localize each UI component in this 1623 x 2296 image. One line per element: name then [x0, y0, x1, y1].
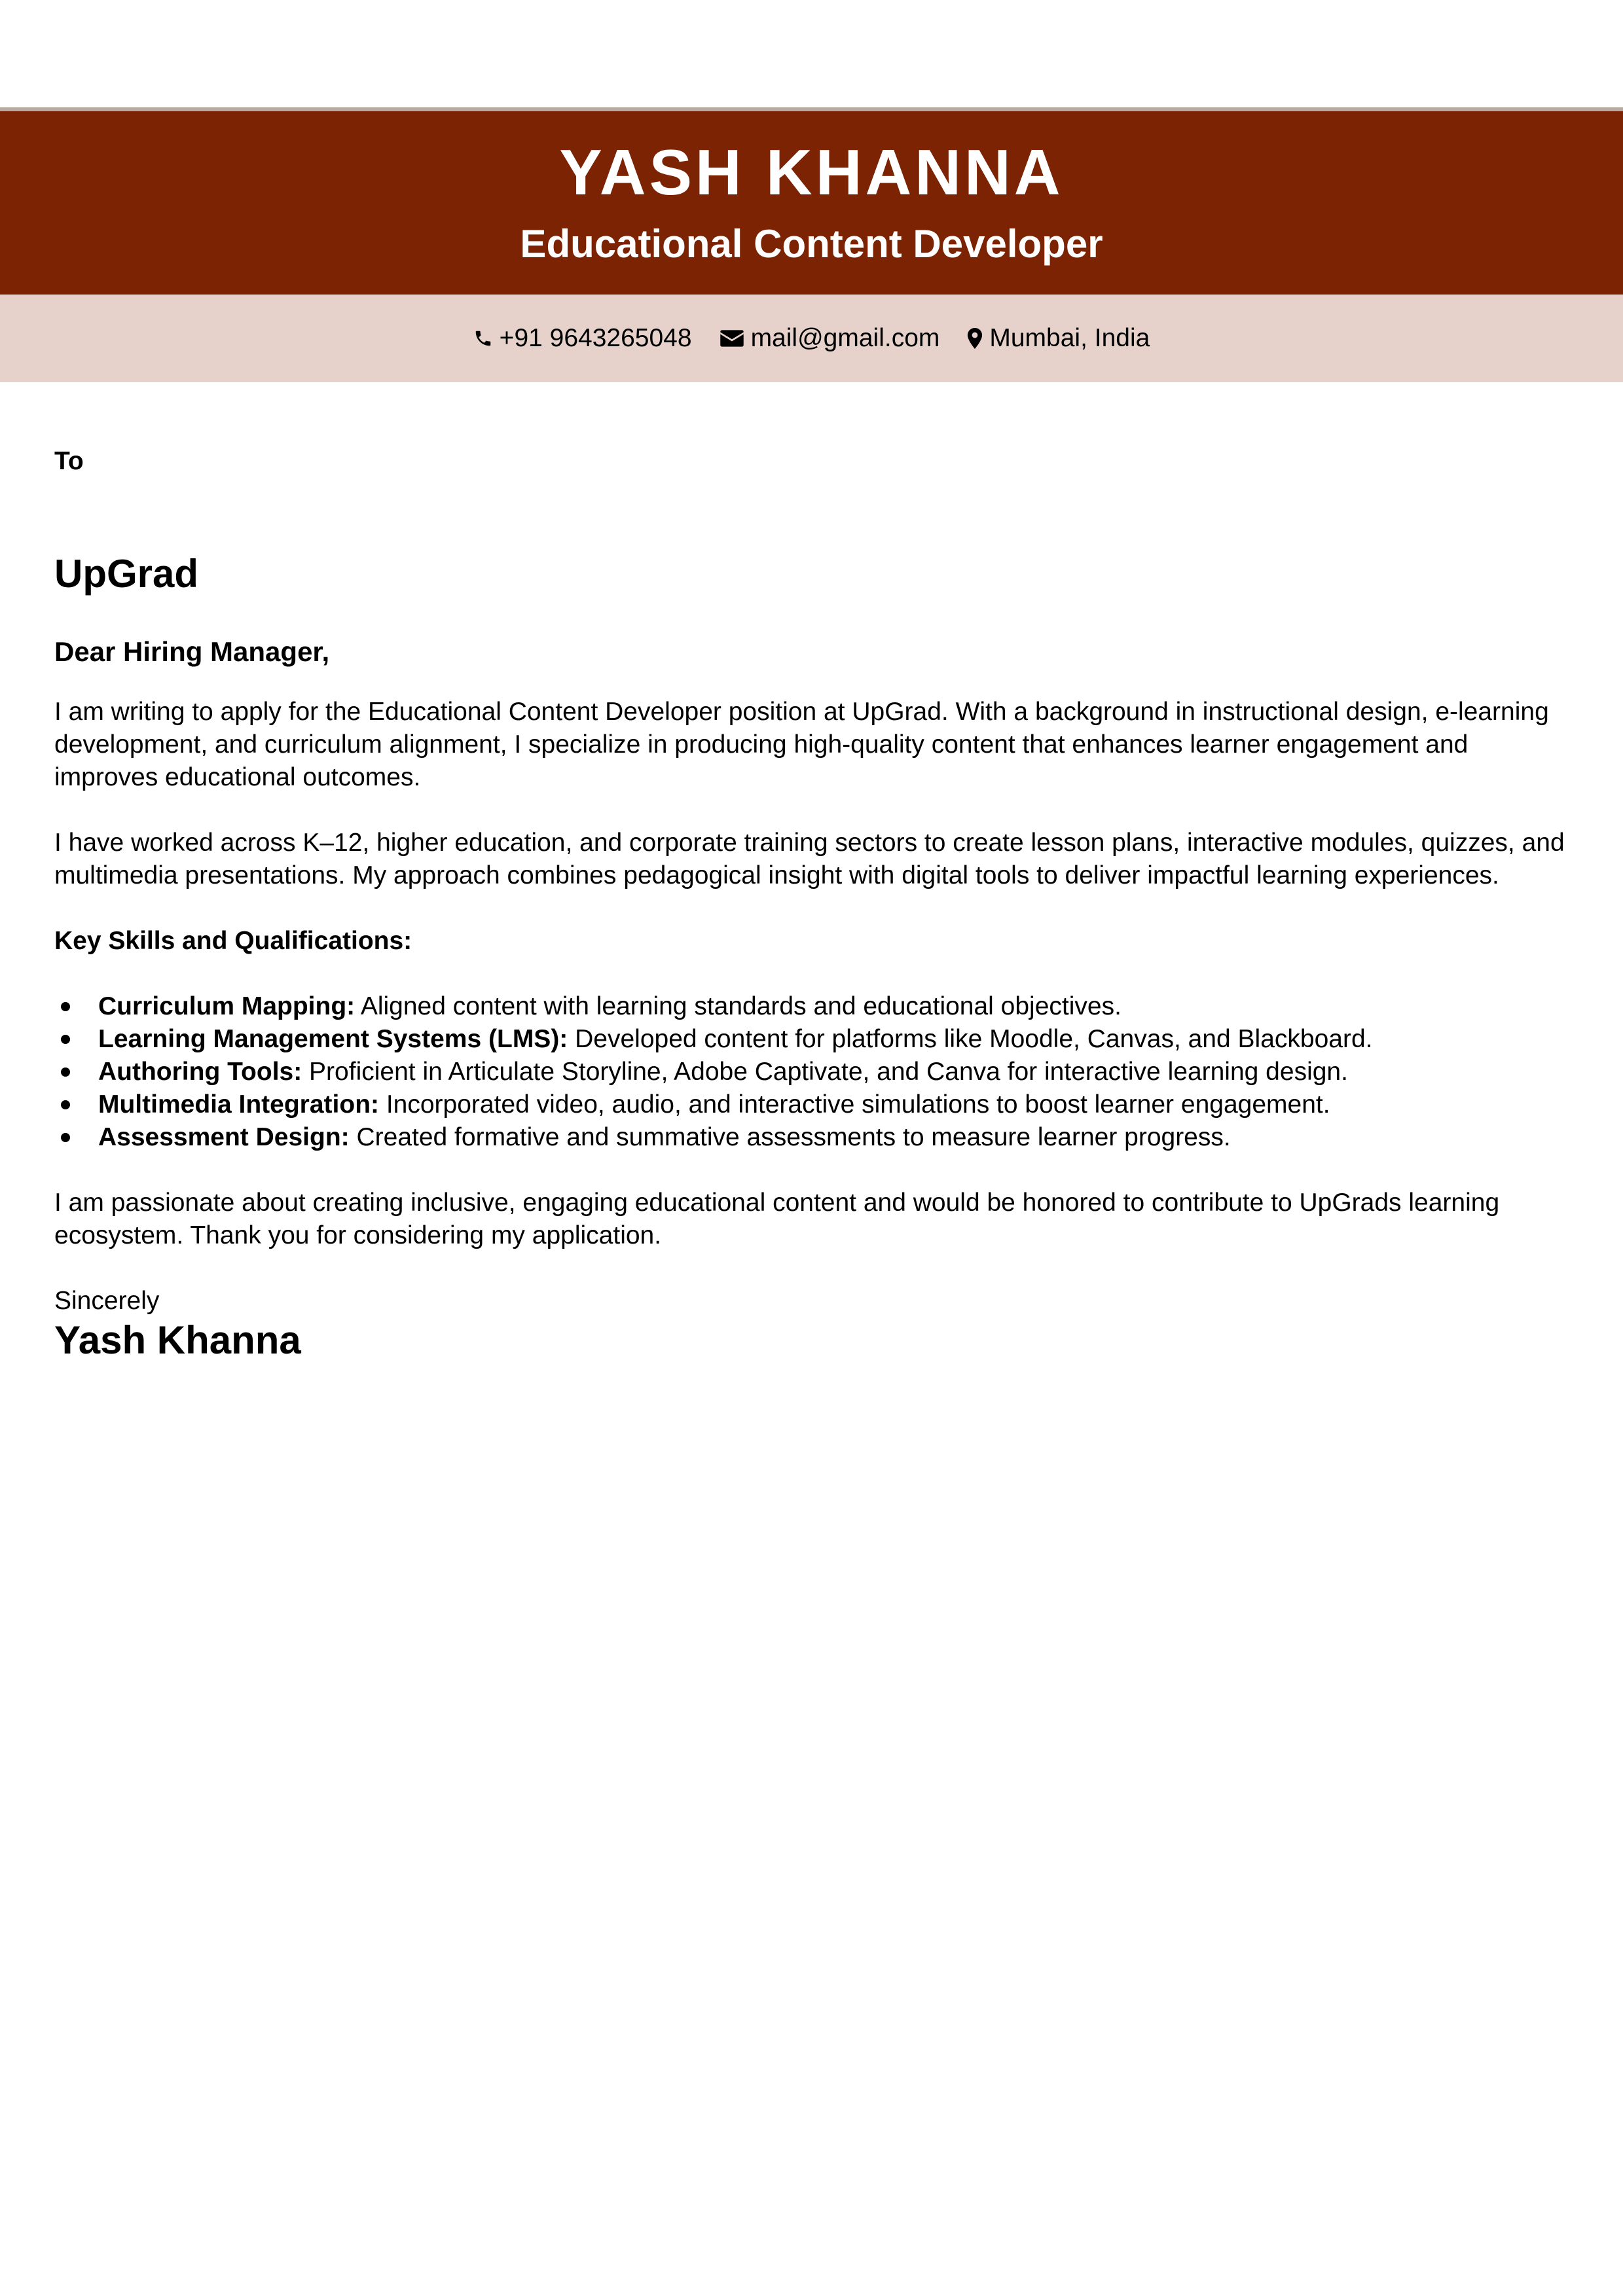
- intro-paragraph: I am writing to apply for the Educational Content Developer position at UpGrad. With a background in instructional design, e-learning development, and curriculum alignment, I specialize in producing high-quality content that enhances learner engagement and improves educational outcomes.: [54, 698, 1549, 791]
- signoff: Sincerely: [54, 1287, 160, 1315]
- list-item: [54, 1023, 1573, 1056]
- bullet-icon: [61, 1035, 70, 1044]
- bullet-icon: [61, 1002, 70, 1011]
- recipient-company: UpGrad: [54, 552, 199, 596]
- phone-icon: [473, 329, 493, 348]
- envelope-icon: [720, 329, 744, 348]
- phone-number: +91 9643265048: [499, 324, 692, 352]
- salutation: Dear Hiring Manager,: [54, 636, 330, 667]
- contact-email: [720, 324, 940, 353]
- bullet-icon: [61, 1100, 70, 1109]
- skill-title: Multimedia Integration:: [98, 1090, 379, 1119]
- signature-name: Yash Khanna: [54, 1318, 301, 1362]
- skill-title: Curriculum Mapping:: [98, 992, 356, 1020]
- list-item: [54, 1121, 1573, 1154]
- skill-text: Created formative and summative assessments to measure learner progress.: [349, 1123, 1231, 1151]
- contact-location: [967, 324, 1150, 353]
- skill-text: Proficient in Articulate Storyline, Adobe Captivate, and Canva for interactive learning design.: [302, 1058, 1348, 1086]
- list-item: [54, 1056, 1573, 1088]
- location-text: Mumbai, India: [989, 324, 1150, 352]
- applicant-name: YASH KHANNA: [559, 136, 1064, 208]
- to-label: To: [54, 447, 84, 475]
- map-pin-icon: [967, 328, 983, 349]
- experience-paragraph: I have worked across K–12, higher education, and corporate training sectors to create lesson plans, interactive modules, quizzes, and multimedia presentations. My approach combines pedagogical insight with digital tools to deliver impactful learning experiences.: [54, 829, 1565, 889]
- email-address: mail@gmail.com: [750, 324, 940, 352]
- letter-body: [54, 445, 1573, 1363]
- skills-list: [54, 990, 1573, 1154]
- contact-phone: [473, 324, 692, 353]
- job-title: Educational Content Developer: [520, 222, 1103, 266]
- closing-paragraph: I am passionate about creating inclusive, engaging educational content and would be honored to contribute to UpGrads learning ecosystem. Thank you for considering my application.: [54, 1189, 1500, 1249]
- list-item: [54, 990, 1573, 1023]
- bullet-icon: [61, 1067, 70, 1077]
- list-item: [54, 1088, 1573, 1121]
- bullet-icon: [61, 1133, 70, 1142]
- header-banner: [0, 111, 1623, 295]
- contact-bar: [0, 295, 1623, 382]
- skill-title: Authoring Tools:: [98, 1058, 302, 1086]
- skill-title: Assessment Design:: [98, 1123, 350, 1151]
- skill-text: Aligned content with learning standards and educational objectives.: [355, 992, 1122, 1020]
- skill-text: Developed content for platforms like Moodle, Canvas, and Blackboard.: [568, 1025, 1373, 1053]
- skills-heading: Key Skills and Qualifications:: [54, 927, 412, 955]
- skill-text: Incorporated video, audio, and interactive simulations to boost learner engagement.: [379, 1090, 1330, 1119]
- skill-title: Learning Management Systems (LMS):: [98, 1025, 568, 1053]
